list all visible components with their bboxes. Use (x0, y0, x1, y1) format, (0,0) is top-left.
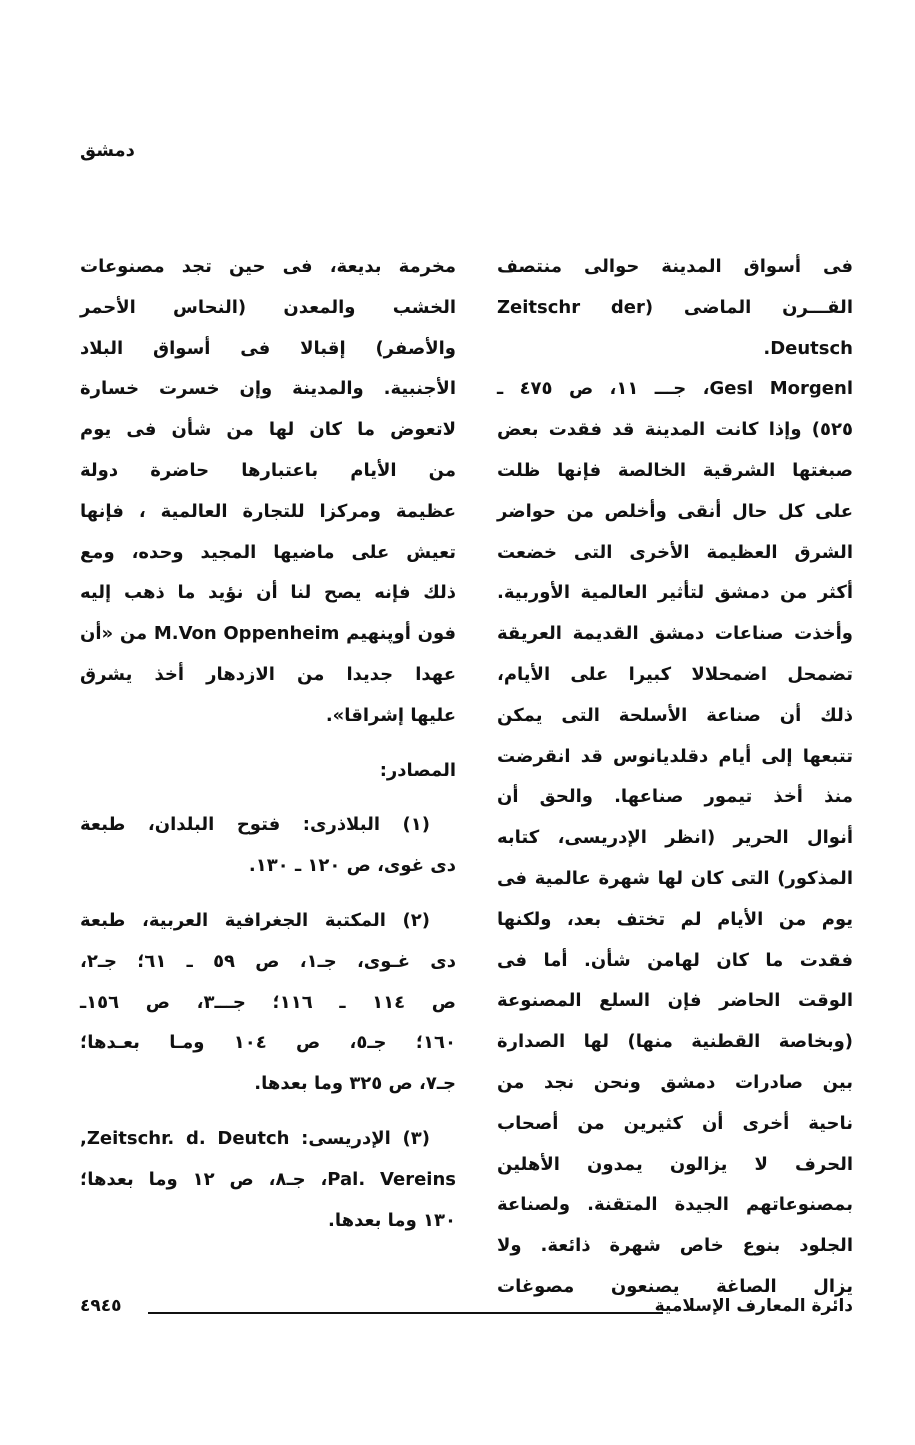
text-line: الشرق العظيمة الأخرى التى خضعت (497, 541, 853, 563)
text-line: صبغتها الشرقية الخالصة فإنها ظلت (497, 459, 853, 481)
text-line: عليها إشراقا». (325, 704, 456, 726)
source-line: ص ١١٤ ـ ١١٦؛ جـــ٣، ص ١٥٦ـ (80, 991, 456, 1013)
text-line: ذلك أن صناعة الأسلحة التى يمكن (497, 704, 853, 726)
text-line: تعيش على ماضيها المجيد وحده، ومع (80, 541, 456, 563)
text-line: فون أوپنهيم M.Von Oppenheim من «أن (80, 623, 457, 645)
text-line: عهدا جديدا من الازدهار أخذ يشرق (80, 663, 456, 685)
source-line: دى غوى، ص ١٢٠ ـ ١٣٠. (248, 855, 456, 877)
footer-rule (148, 1312, 663, 1314)
text-line: الجلود بنوع خاص شهرة ذائعة. ولا (497, 1235, 853, 1257)
text-line: الأجنبية. والمدينة وإن خسرت خسارة (80, 378, 456, 400)
text-line: Gesl Morgenl، جـــ ١١، ص ٤٧٥ ـ (497, 378, 853, 400)
text-line: والأصفر) إقبالا فى أسواق البلاد (80, 337, 456, 359)
sources-heading: المصادر: (379, 759, 456, 781)
text-line: منذ أخذ تيمور صناعها. والحق أن (497, 786, 853, 808)
text-line: من الأيام باعتبارها حاضرة دولة (80, 459, 456, 481)
source-line: جـ٧، ص ٣٢٥ وما بعدها. (254, 1073, 456, 1095)
text-line: أنوال الحرير (انظر الإدريسى، كتابه (497, 827, 853, 849)
publication-title: دائرة المعارف الإسلامية (654, 1296, 853, 1316)
text-line: يزال الصاغة يصنعون مصوغات (497, 1275, 853, 1297)
source-line: Pal. Vereins، جـ٨، ص ١٢ وما بعدها؛ (80, 1168, 456, 1190)
source-line: دى غـوى، جـ١، ص ٥٩ ـ ٦١؛ جـ٢، (80, 950, 457, 972)
text-line: لاتعوض ما كان لها من شأن فى يوم (80, 419, 456, 441)
source-line: (٣) الإدريسى: Zeitschr. d. Deutch, (80, 1127, 430, 1149)
text-line: وأخذت صناعات دمشق القديمة العريقة (497, 623, 853, 645)
text-line: ٥٢٥) وإذا كانت المدينة قد فقدت بعض (497, 419, 853, 441)
text-line: الحرف لا يزالون يمدون الأهلين (497, 1153, 853, 1175)
text-line: على كل حال أنقى وأخلص من حواضر (497, 500, 853, 522)
source-line: ١٦٠؛ جـ٥، ص ١٠٤ ومـا بعـدها؛ (80, 1032, 457, 1054)
text-line: ذلك فإنه يصح لنا أن نؤيد ما ذهب إليه (80, 582, 456, 604)
text-line: ناحية أخرى أن كثيرين من أصحاب (497, 1112, 853, 1134)
source-line: (٢) المكتبة الجغرافية العربية، طبعة (80, 909, 430, 931)
text-line: مخرمة بديعة، فى حين تجد مصنوعات (80, 256, 456, 277)
text-line: يوم من الأيام لم تختف بعد، ولكنها (497, 908, 853, 930)
text-line: أكثر من دمشق لتأثير العالمية الأوربية. (497, 582, 853, 604)
text-line: بمصنوعاتهم الجيدة المتقنة. ولصناعة (497, 1194, 853, 1216)
text-line: الخشب والمعدن (النحاس الأحمر (80, 296, 456, 318)
text-line: المذكور) التى كان لها شهرة عالمية فى (497, 867, 853, 889)
right-column (497, 247, 853, 1308)
left-column (80, 247, 456, 1241)
page-number: ٤٩٤٥ (80, 1296, 122, 1316)
text-line: الوقت الحاضر فإن السلع المصنوعة (497, 990, 853, 1012)
text-line: تضمحل اضمحلالا كبيرا على الأيام، (497, 663, 853, 685)
text-line: فى أسواق المدينة حوالى منتصف (497, 256, 853, 277)
text-line: بين صادرات دمشق ونحن نجد من (497, 1071, 853, 1093)
text-line: عظيمة ومركزا للتجارة العالمية ، فإنها (80, 500, 456, 522)
source-line: (١) البلاذرى: فتوح البلدان، طبعة (80, 814, 430, 836)
running-header: دمشق (80, 140, 135, 161)
source-line: ١٣٠ وما بعدها. (328, 1209, 456, 1231)
page-footer (80, 1296, 853, 1326)
text-line: القـــرن الماضى (Zeitschr der Deutsch. (497, 296, 853, 359)
text-line: تتبعها إلى أيام دقلديانوس قد انقرضت (497, 745, 853, 767)
text-line: فقدت ما كان لهامن شأن. أما فى (497, 949, 853, 971)
text-line: (وبخاصة القطنية منها) لها الصدارة (497, 1031, 853, 1053)
